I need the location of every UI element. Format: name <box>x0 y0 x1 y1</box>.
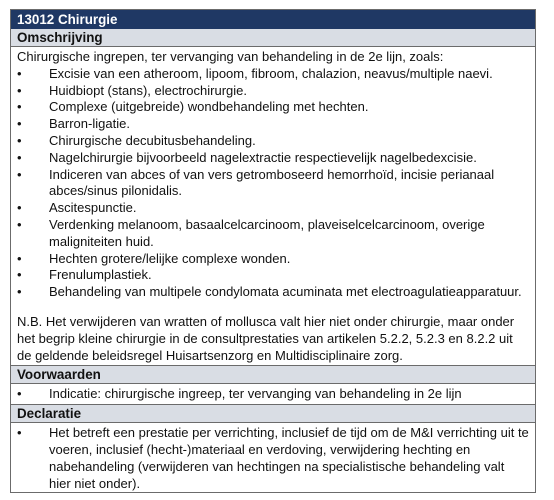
bullet-icon: • <box>17 99 22 115</box>
bullet-icon: • <box>17 116 22 132</box>
list-item <box>17 150 529 167</box>
omschrijving-list <box>17 66 529 301</box>
list-item <box>17 116 529 133</box>
list-item-text: Frenulumplastiek. <box>49 267 152 283</box>
bullet-icon: • <box>17 216 22 232</box>
list-item-text: Verdenking melanoom, basaalcelcarcinoom, plaveiselcelcarcinoom, overige maligniteiten huid. <box>49 216 485 249</box>
list-item <box>17 83 529 100</box>
bullet-icon: • <box>17 425 22 441</box>
list-item <box>17 217 529 251</box>
list-item-text: Excisie van een atheroom, lipoom, fibroom, chalazion, neavus/multiple naevi. <box>49 65 493 81</box>
list-item-text: Huidbiopt (stans), electrochirurgie. <box>49 82 247 98</box>
voorwaarden-list <box>17 386 529 403</box>
list-item-text: Indiceren van abces of van vers getromboseerd hemorrhoïd, incisie perianaal abces/sinus pilonidalis. <box>49 166 495 199</box>
bullet-icon: • <box>17 250 22 266</box>
list-item-text: Barron-ligatie. <box>49 116 130 132</box>
section-heading-voorwaarden: Voorwaarden <box>11 365 535 384</box>
bullet-icon: • <box>17 149 22 165</box>
list-item <box>17 133 529 150</box>
bullet-icon: • <box>17 82 22 98</box>
list-item-text: Behandeling van multipele condylomata acuminata met electroagulatieapparatuur. <box>49 284 522 300</box>
list-item <box>17 267 529 284</box>
list-item <box>17 386 529 403</box>
list-item-text: Ascitespunctie. <box>49 200 137 216</box>
list-item <box>17 284 529 301</box>
list-item-text: Het betreft een prestatie per verrichting, inclusief de tijd om de M&I verrichting uit te voeren, inclusief (hecht-)materiaal en verdoving, verwijdering hechting en nabehandeling (verwijderen van hechtingen na specialistische behandeling valt hier niet onder). <box>49 425 529 491</box>
document-title: 13012 Chirurgie <box>11 10 535 29</box>
section-body-voorwaarden <box>11 384 535 404</box>
bullet-icon: • <box>17 65 22 81</box>
bullet-icon: • <box>17 166 22 182</box>
section-body-declaratie <box>11 423 535 492</box>
list-item <box>17 425 529 492</box>
document-table <box>10 9 536 493</box>
list-item-text: Chirurgische decubitusbehandeling. <box>49 132 256 148</box>
list-item <box>17 251 529 268</box>
section-heading-omschrijving: Omschrijving <box>11 29 535 47</box>
list-item-text: Hechten grotere/lelijke complexe wonden. <box>49 250 291 266</box>
section-heading-declaratie: Declaratie <box>11 404 535 423</box>
intro-text: Chirurgische ingrepen, ter vervanging van behandeling in de 2e lijn, zoals: <box>17 49 444 64</box>
list-item <box>17 167 529 201</box>
list-item-text: Complexe (uitgebreide) wondbehandeling met hechten. <box>49 99 369 115</box>
bullet-icon: • <box>17 284 22 300</box>
bullet-icon: • <box>17 386 22 402</box>
section-body-omschrijving <box>11 47 535 365</box>
note-text: N.B. Het verwijderen van wratten of mollusca valt hier niet onder chirurgie, maar onder het begrip kleine chirurgie in de consultprestaties van artikelen 5.2.2, 5.2.3 en 8.2.2 uit de geldende beleidsregel Huisartsenzorg en Multidisciplinaire zorg. <box>17 313 515 363</box>
bullet-icon: • <box>17 132 22 148</box>
list-item <box>17 99 529 116</box>
declaratie-list <box>17 425 529 492</box>
list-item <box>17 66 529 83</box>
bullet-icon: • <box>17 267 22 283</box>
bullet-icon: • <box>17 200 22 216</box>
list-item-text: Nagelchirurgie bijvoorbeeld nagelextractie respectievelijk nagelbedexcisie. <box>49 149 477 165</box>
list-item-text: Indicatie: chirurgische ingreep, ter vervanging van behandeling in 2e lijn <box>49 386 462 402</box>
list-item <box>17 200 529 217</box>
